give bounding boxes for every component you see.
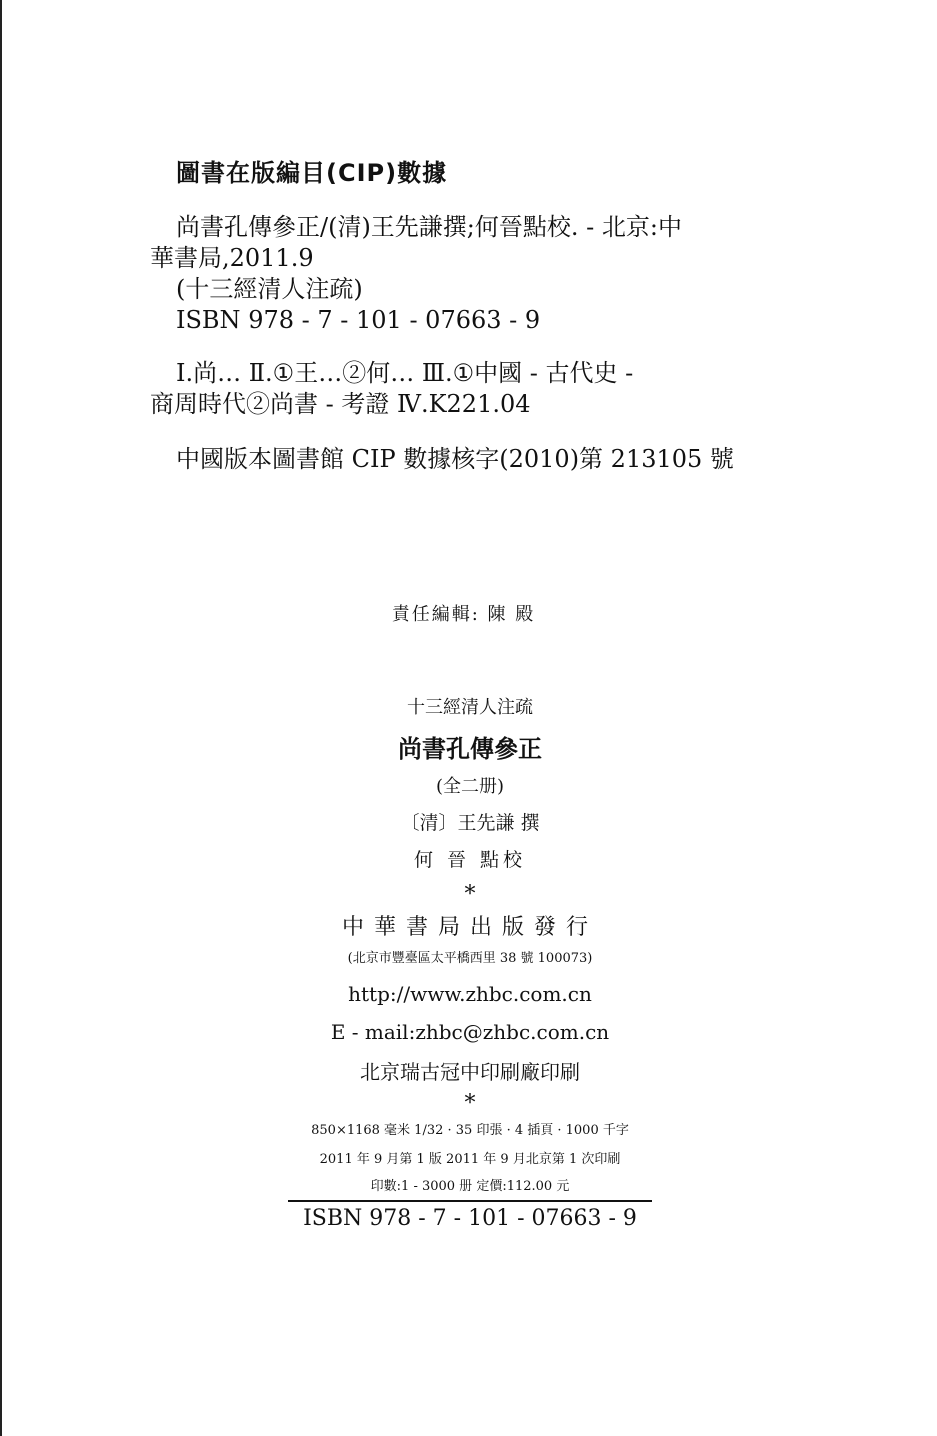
- publisher-address: (北京市豐臺區太平橋西里 38 號 100073): [347, 951, 593, 966]
- colophon-block: [280, 693, 660, 1231]
- publisher-email: E - mail:zhbc@zhbc.com.cn: [330, 1020, 610, 1044]
- book-title: 尚書孔傳參正: [398, 734, 542, 763]
- cip-heading: 圖書在版編目(CIP)數據: [176, 159, 448, 187]
- page-edge-line: [0, 0, 2, 1436]
- print-run-and-price: 印數:1 - 3000 册 定價:112.00 元: [288, 1175, 652, 1202]
- cip-record: [150, 212, 790, 475]
- cip-classification-line-1: Ⅰ.尚… Ⅱ.①王…②何… Ⅲ.①中國 - 古代史 -: [176, 359, 634, 387]
- cip-classification-line-2: 商周時代②尚書 - 考證 Ⅳ.K221.04: [150, 390, 531, 418]
- author-credit: 〔清〕王先謙 撰: [400, 812, 540, 834]
- edition-info: 2011 年 9 月第 1 版 2011 年 9 月北京第 1 次印刷: [319, 1152, 621, 1167]
- separator-star-2: *: [464, 1091, 476, 1116]
- cip-isbn-line: ISBN 978 - 7 - 101 - 07663 - 9: [176, 306, 541, 334]
- publisher-website: http://www.zhbc.com.cn: [348, 982, 592, 1006]
- cip-series-line: (十三經清人注疏): [176, 275, 363, 303]
- publisher-name: 中華書局出版發行: [341, 915, 598, 940]
- series-name: 十三經清人注疏: [407, 697, 533, 718]
- cip-bibliographic-line-1: 尚書孔傳參正/(清)王先謙撰;何晉點校. - 北京:中: [176, 213, 682, 241]
- cip-bibliographic-line-2: 華書局,2011.9: [150, 244, 314, 272]
- cip-data-number: 中國版本圖書館 CIP 數據核字(2010)第 213105 號: [176, 445, 734, 473]
- volume-count: (全二册): [435, 776, 505, 797]
- print-specifications: 850×1168 毫米 1/32 · 35 印張 · 4 插頁 · 1000 千字: [311, 1123, 629, 1138]
- colophon-isbn: ISBN 978 - 7 - 101 - 07663 - 9: [303, 1206, 637, 1231]
- proofreader-credit: 何 晉 點校: [413, 849, 527, 871]
- responsible-editor: 責任編輯: 陳 殿: [391, 604, 536, 625]
- printer-name: 北京瑞古冠中印刷廠印刷: [360, 1060, 580, 1084]
- separator-star: *: [464, 882, 476, 907]
